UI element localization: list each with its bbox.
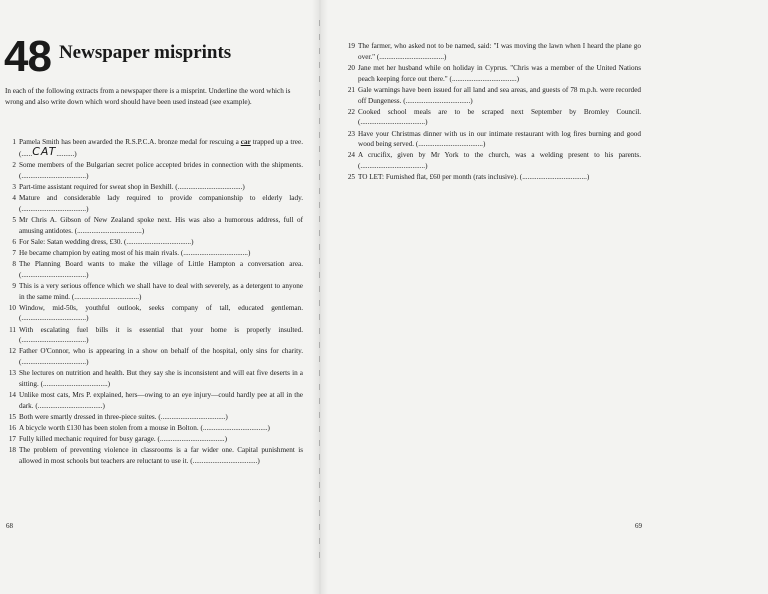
item-number: 16 [8, 424, 16, 433]
answer-blank: (...... [19, 149, 33, 158]
list-item [344, 172, 641, 183]
item-number: 13 [8, 369, 16, 378]
item-text: For Sale: Satan wedding dress, £30. [19, 237, 123, 246]
item-number: 18 [8, 446, 16, 455]
list-item [5, 412, 303, 423]
answer-blank[interactable]: (....................................) [74, 226, 145, 235]
item-number: 23 [347, 129, 355, 138]
list-item [5, 423, 303, 434]
item-text: Window, mid-50s, youthful outlook, seeks company of tall, educated gentleman. [19, 303, 303, 312]
item-text: Gale warnings have been issued for all land and sea areas, and guests of 78 m.p.h. were recorded off Dungeness. [358, 85, 641, 105]
answer-blank[interactable]: (....................................) [19, 358, 89, 367]
unit-heading [4, 32, 232, 81]
item-text: He became champion by eating most of his main rivals. [19, 248, 180, 257]
item-number: 7 [12, 248, 16, 257]
list-item [5, 237, 303, 248]
item-number: 19 [347, 42, 355, 50]
list-item [5, 281, 303, 303]
list-item [5, 259, 303, 281]
list-item [5, 445, 303, 467]
item-text: Fully killed mechanic required for busy garage. [19, 435, 156, 444]
item-text: Mr Chris A. Gibson of New Zealand spoke next. His was also a humorous address, full of amusing antidotes. [19, 215, 303, 235]
list-item [344, 63, 641, 85]
item-text: Part-time assistant required for sweat shop in Bexhill. [19, 182, 174, 191]
list-item [5, 182, 303, 193]
answer-blank[interactable]: (....................................) [19, 314, 89, 323]
answer-blank[interactable]: (....................................) [158, 413, 228, 422]
item-number: 15 [8, 413, 16, 422]
item-text: The problem of preventing violence in classrooms is a far wider one. Capital punishment is allowed in most schools but teachers are reluctant to use it. [19, 446, 303, 466]
list-item [344, 107, 641, 129]
item-text: A crucifix, given by Mr York to the church, was a welding present to his parents. [358, 151, 641, 160]
list-item [344, 129, 641, 151]
page-number-right: 69 [635, 522, 642, 530]
item-text: trapped up a tree. [250, 138, 303, 146]
answer-blank[interactable]: (....................................) [124, 237, 194, 246]
item-text: Some members of the Bulgarian secret police accepted brides in connection with the shipments. [19, 160, 303, 169]
answer-blank[interactable]: (....................................) [358, 118, 428, 127]
item-text: The farmer, who asked not to be named, said: "I was moving the lawn when I heard the plane go over." [358, 42, 641, 61]
answer-blank[interactable]: (....................................) [19, 171, 89, 180]
answer-blank[interactable]: (....................................) [35, 401, 105, 410]
item-text: Cooked school meals are to be scraped next September by Bromley Council. [358, 107, 641, 116]
list-item [5, 368, 303, 390]
list-item [344, 150, 641, 172]
item-text: Mature and considerable lady required to provide companionship to elderly lady. [19, 193, 303, 202]
misprint-list-right [344, 41, 641, 183]
item-number: 8 [12, 259, 16, 268]
answer-blank[interactable]: (....................................) [403, 96, 473, 105]
left-page [0, 0, 320, 594]
item-number: 4 [12, 193, 16, 202]
list-item [5, 434, 303, 445]
list-item [5, 303, 303, 325]
list-item [5, 160, 303, 182]
list-item [344, 41, 641, 63]
item-text: Have your Christmas dinner with us in our intimate restaurant with log fires burning and good wood being served. [358, 129, 641, 149]
item-number: 5 [12, 215, 16, 224]
answer-blank[interactable]: (....................................) [180, 248, 251, 257]
item-text: Father O'Connor, who is appearing in a show on behalf of the hospital, only sins for charity. [19, 347, 303, 356]
item-number: 2 [12, 160, 16, 169]
answer-blank[interactable]: (....................................) [376, 52, 447, 61]
answer-blank[interactable]: (....................................) [40, 380, 111, 389]
item-number: 20 [347, 63, 355, 72]
answer-blank[interactable]: (....................................) [19, 204, 89, 213]
right-page [320, 0, 768, 594]
unit-number: 48 [4, 32, 51, 81]
item-number: 24 [347, 151, 355, 160]
list-item [5, 193, 303, 215]
item-text: With escalating fuel bills it is essential that your home is properly insulted. [19, 325, 303, 334]
item-number: 9 [12, 281, 16, 290]
list-item [5, 325, 303, 347]
list-item [5, 215, 303, 237]
item-number: 17 [8, 435, 16, 444]
list-item [5, 137, 303, 160]
answer-blank[interactable]: (....................................) [157, 435, 227, 444]
item-number: 14 [8, 391, 16, 400]
item-number: 21 [347, 85, 355, 94]
answer-blank[interactable]: (....................................) [71, 292, 142, 301]
item-number: 3 [12, 182, 16, 191]
item-text: She lectures on nutrition and health. But they say she is inconsistent and will eat five deserts in a sitting. [19, 369, 303, 389]
item-number: 10 [8, 303, 16, 312]
list-item [5, 390, 303, 412]
list-item [5, 248, 303, 259]
list-item [344, 85, 641, 107]
answer-blank[interactable]: (....................................) [415, 140, 486, 149]
item-text: This is a very serious offence which we shall have to deal with severely, as a detergent to anyone in the same mind. [19, 281, 303, 301]
handwritten-answer[interactable]: CAT [32, 144, 57, 158]
underlined-wrong-word: car [240, 138, 251, 146]
instructions: In each of the following extracts from a newspaper there is a misprint. Underline the word which is wrong and also write down which word should have been used instead (see example). [5, 87, 291, 106]
answer-blank[interactable]: (....................................) [449, 74, 520, 83]
misprint-list-left [5, 137, 303, 467]
answer-blank: ..........) [56, 149, 77, 158]
item-text: Jane met her husband while on holiday in Cyprus. "Chris was a member of the United Nations peach keeping force out there." [358, 63, 641, 83]
answer-blank[interactable]: (....................................) [175, 182, 245, 191]
list-item [5, 346, 303, 368]
item-number: 11 [9, 325, 16, 334]
page-number-left: 68 [6, 522, 13, 530]
item-number: 25 [347, 173, 355, 182]
answer-blank[interactable]: (....................................) [200, 424, 270, 433]
item-text: A bicycle worth £130 has been stolen from a mouse in Bolton. [19, 424, 199, 433]
item-text: Pamela Smith has been awarded the R.S.P.C.A. bronze medal for rescuing a [19, 138, 241, 146]
answer-blank[interactable]: (....................................) [519, 173, 590, 182]
item-text: Unlike most cats, Mrs P. explained, hers—owing to an eye injury—could hardly pee at all in the dark. [19, 391, 303, 410]
item-number: 1 [12, 138, 16, 146]
item-text: TO LET: Furnished flat, £60 per month (rats inclusive). [358, 173, 518, 182]
answer-blank[interactable]: (....................................) [19, 270, 89, 279]
item-number: 22 [347, 107, 355, 116]
item-text: The Planning Board wants to make the village of Little Hampton a conversation area. [19, 259, 303, 268]
answer-blank[interactable]: (....................................) [19, 336, 89, 345]
item-number: 12 [8, 347, 16, 356]
item-number: 6 [12, 237, 16, 246]
unit-title: Newspaper misprints [58, 42, 232, 63]
answer-blank[interactable]: (....................................) [190, 457, 260, 466]
item-text: Both were smartly dressed in three-piece suites. [19, 413, 157, 422]
answer-blank[interactable]: (....................................) [358, 162, 428, 171]
